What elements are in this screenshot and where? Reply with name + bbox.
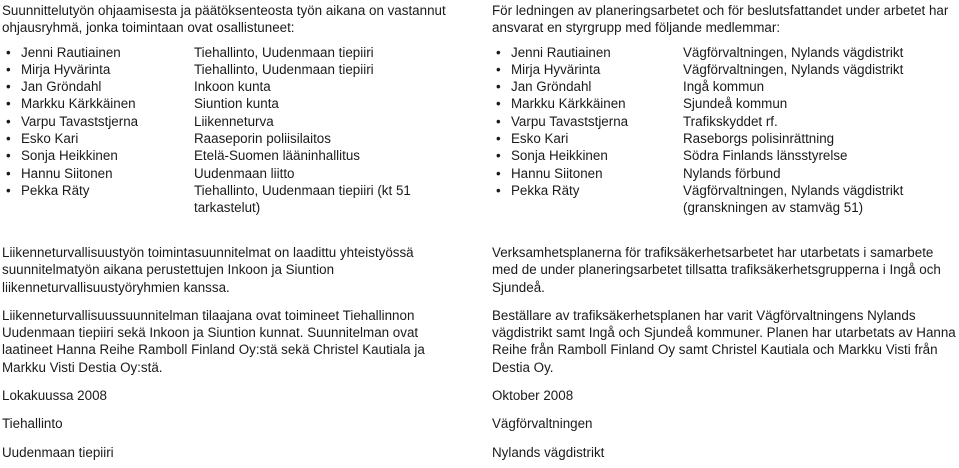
member-name: Mirja Hyvärinta	[21, 61, 111, 77]
member-organization: Trafikskyddet rf.	[683, 113, 778, 129]
bullet-icon: •	[6, 44, 11, 60]
list-item	[492, 95, 957, 112]
bullet-icon: •	[496, 96, 501, 112]
member-name: Mirja Hyvärinta	[511, 61, 601, 77]
member-organization: Siuntion kunta	[194, 96, 279, 112]
list-item	[2, 113, 454, 130]
list-item	[2, 78, 454, 95]
finnish-signature-organization: Tiehallinto	[2, 416, 63, 432]
swedish-paragraph-action-plans: Verksamhetsplanerna för trafiksäkerhetsarbetet har utarbetats i samarbete med de under planeringsarbetet tillsatta trafiksäkerhetsgrupperna i Ingå och Sjundeå.	[492, 245, 941, 295]
member-name: Varpu Tavaststjerna	[511, 113, 629, 129]
member-name: Esko Kari	[21, 131, 79, 147]
finnish-steering-group	[2, 2, 454, 217]
member-name: Hannu Siitonen	[21, 165, 113, 181]
member-organization: Raaseporin poliisilaitos	[194, 131, 331, 147]
bullet-icon: •	[6, 79, 11, 95]
finnish-paragraph-authors: Liikenneturvallisuussuunnitelman tilaajana ovat toimineet Tiehallinnon Uudenmaan tiepiiri sekä Inkoon ja Siuntion kunnat. Suunnitelman ovat laatineet Hanna Reihe Ramboll Finland Oy:stä sekä Christel Kautiala ja Markku Visti Destia Oy:stä.	[2, 307, 425, 375]
finnish-body	[2, 244, 462, 461]
member-organization: Sjundeå kommun	[683, 96, 788, 112]
bullet-icon: •	[496, 182, 501, 198]
member-organization: Tiehallinto, Uudenmaan tiepiiri	[194, 61, 374, 77]
member-name: Sonja Heikkinen	[511, 148, 608, 164]
bullet-icon: •	[496, 44, 501, 60]
list-item	[492, 61, 957, 78]
member-organization: Tiehallinto, Uudenmaan tiepiiri	[194, 44, 374, 60]
member-organization: Inkoon kunta	[194, 79, 271, 95]
member-name: Hannu Siitonen	[511, 165, 603, 181]
member-organization: Ingå kommun	[683, 79, 765, 95]
bullet-icon: •	[496, 61, 501, 77]
list-item	[492, 147, 957, 164]
finnish-signature-district: Uudenmaan tiepiiri	[2, 444, 114, 460]
member-organization: Etelä-Suomen lääninhallitus	[194, 148, 360, 164]
list-item	[2, 44, 454, 61]
member-name: Jenni Rautiainen	[511, 44, 611, 60]
swedish-steering-group	[492, 2, 957, 217]
member-organization: Uudenmaan liitto	[194, 165, 295, 181]
bullet-icon: •	[6, 182, 11, 198]
list-item	[492, 182, 957, 217]
member-organization: Liikenneturva	[194, 113, 274, 129]
member-organization: Nylands förbund	[683, 165, 781, 181]
member-name: Jan Gröndahl	[511, 79, 592, 95]
member-organization: Södra Finlands länsstyrelse	[683, 148, 848, 164]
swedish-body	[492, 244, 957, 461]
member-name: Esko Kari	[511, 131, 569, 147]
member-name: Varpu Tavaststjerna	[21, 113, 139, 129]
member-name: Sonja Heikkinen	[21, 148, 118, 164]
member-organization: Tiehallinto, Uudenmaan tiepiiri (kt 51 tarkastelut)	[194, 182, 411, 216]
bullet-icon: •	[6, 148, 11, 164]
member-organization: Raseborgs polisinrättning	[683, 131, 835, 147]
list-item	[2, 95, 454, 112]
member-name: Markku Kärkkäinen	[511, 96, 626, 112]
swedish-intro: För ledningen av planeringsarbetet och för beslutsfattandet under arbetet har ansvarat en styrgrupp med följande medlemmar:	[492, 3, 949, 36]
member-name: Pekka Räty	[21, 182, 90, 198]
bullet-icon: •	[6, 131, 11, 147]
member-name: Markku Kärkkäinen	[21, 96, 136, 112]
finnish-intro: Suunnittelutyön ohjaamisesta ja päätöksenteosta työn aikana on vastannut ohjausryhmä, jonka toimintaan ovat osallistuneet:	[2, 3, 446, 36]
finnish-paragraph-action-plans: Liikenneturvallisuustyön toimintasuunnitelmat on laadittu yhteistyössä suunnitelmatyön aikana perustettujen Inkoon ja Siuntion liikenneturvallisuustyöryhmien kanssa.	[2, 245, 414, 295]
list-item	[492, 113, 957, 130]
finnish-member-list	[2, 44, 454, 217]
swedish-paragraph-authors: Beställare av trafiksäkerhetsplanen har varit Vägförvaltningens Nylands vägdistrikt samt Ingå och Sjundeå kommuner. Planen har utarbetats av Hanna Reihe från Ramboll Finland Oy samt Christel Kautiala och Markku Visti från Destia Oy.	[492, 307, 956, 375]
swedish-signature-organization: Vägförvaltningen	[492, 416, 593, 432]
swedish-signature-district: Nylands vägdistrikt	[492, 444, 605, 460]
list-item	[492, 165, 957, 182]
swedish-member-list	[492, 44, 957, 217]
bullet-icon: •	[496, 165, 501, 181]
member-name: Jan Gröndahl	[21, 79, 102, 95]
list-item	[492, 130, 957, 147]
member-organization: Vägförvaltningen, Nylands vägdistrikt (granskningen av stamväg 51)	[683, 182, 904, 216]
bullet-icon: •	[6, 165, 11, 181]
list-item	[492, 78, 957, 95]
bullet-icon: •	[496, 148, 501, 164]
list-item	[2, 165, 454, 182]
swedish-date: Oktober 2008	[492, 388, 574, 404]
finnish-date: Lokakuussa 2008	[2, 388, 107, 404]
member-organization: Vägförvaltningen, Nylands vägdistrikt	[683, 61, 904, 77]
list-item	[2, 61, 454, 78]
bullet-icon: •	[6, 96, 11, 112]
list-item	[2, 182, 454, 217]
member-name: Jenni Rautiainen	[21, 44, 121, 60]
bullet-icon: •	[6, 113, 11, 129]
list-item	[2, 130, 454, 147]
list-item	[492, 44, 957, 61]
bullet-icon: •	[6, 61, 11, 77]
list-item	[2, 147, 454, 164]
bullet-icon: •	[496, 113, 501, 129]
bullet-icon: •	[496, 131, 501, 147]
member-organization: Vägförvaltningen, Nylands vägdistrikt	[683, 44, 904, 60]
bullet-icon: •	[496, 79, 501, 95]
member-name: Pekka Räty	[511, 182, 580, 198]
